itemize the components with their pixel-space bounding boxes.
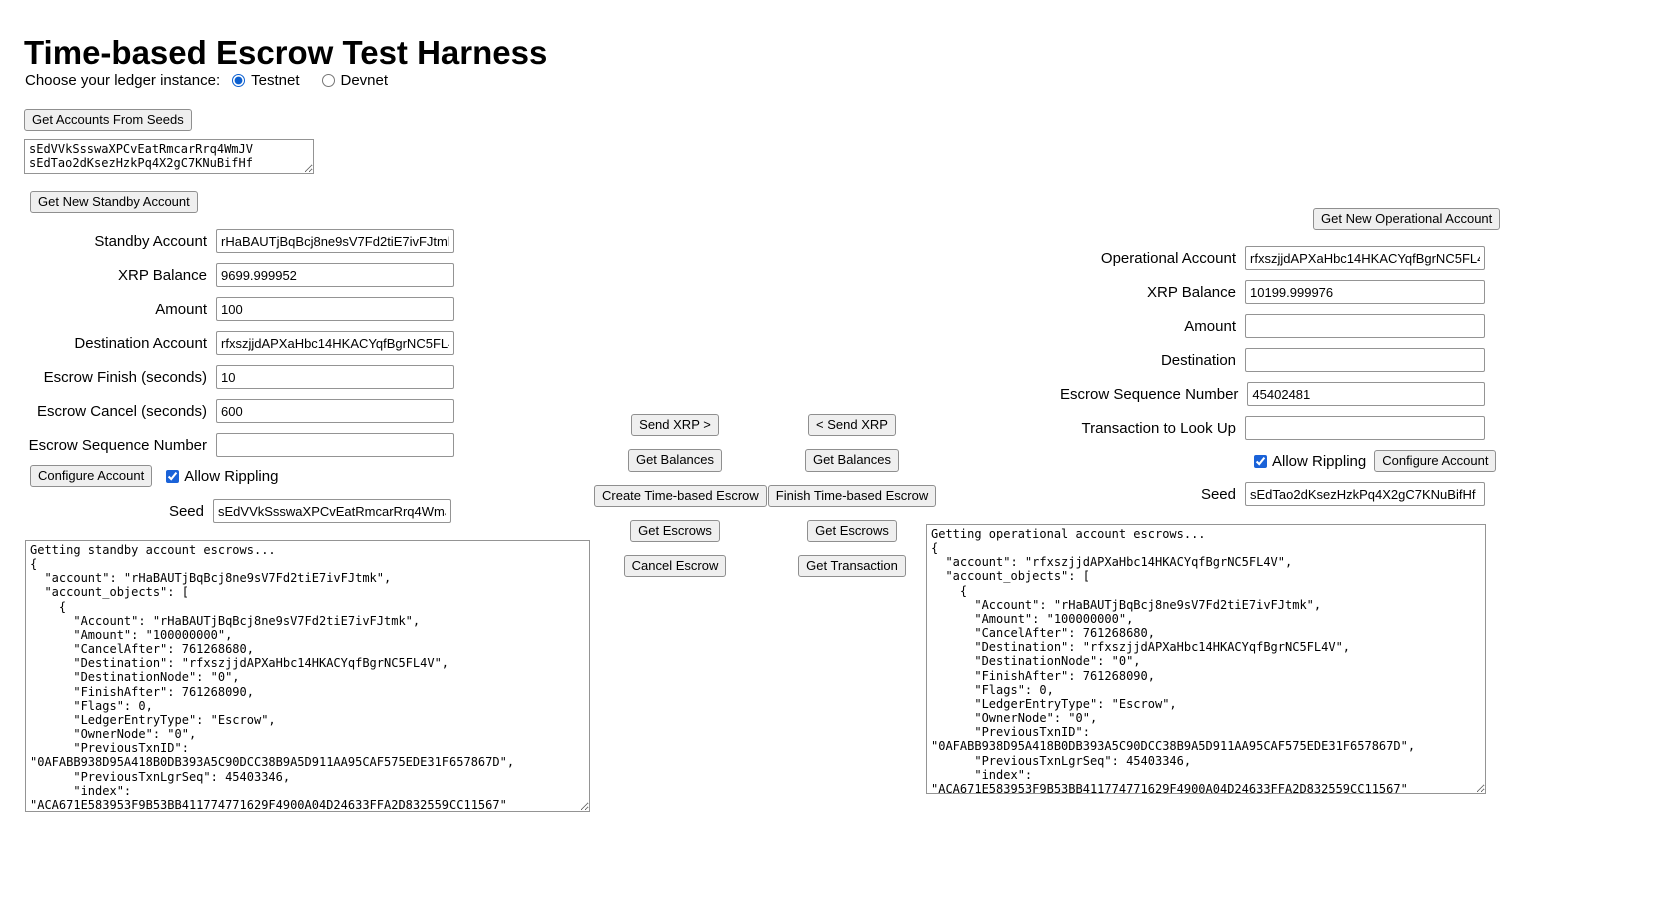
operational-escrow-sequence-number-row — [1060, 377, 1485, 411]
standby-get-balances-button[interactable]: Get Balances — [628, 449, 722, 471]
operational-transaction-lookup-row — [1060, 411, 1485, 445]
standby-account-input[interactable] — [216, 229, 454, 253]
standby-account-label: Standby Account — [94, 232, 207, 250]
operational-amount-label: Amount — [1184, 317, 1236, 335]
operational-destination-label: Destination — [1160, 351, 1236, 369]
radio-devnet-input[interactable] — [322, 74, 335, 87]
operational-seed-input[interactable] — [1245, 482, 1485, 506]
standby-config-row — [30, 465, 278, 487]
get-accounts-from-seeds-button[interactable]: Get Accounts From Seeds — [24, 109, 192, 131]
standby-escrow-finish-label: Escrow Finish (seconds) — [43, 368, 207, 386]
operational-transaction-lookup-label: Transaction to Look Up — [1081, 419, 1236, 437]
standby-escrow-sequence-number-input[interactable] — [216, 433, 454, 457]
operational-escrow-sequence-number-input[interactable] — [1247, 382, 1485, 406]
standby-escrow-cancel-input[interactable] — [216, 399, 454, 423]
operational-transaction-lookup-input[interactable] — [1245, 416, 1485, 440]
operational-escrow-sequence-number-label: Escrow Sequence Number — [1060, 385, 1239, 403]
radio-devnet-label: Devnet — [340, 72, 389, 89]
standby-form — [24, 224, 454, 462]
standby-escrow-finish-input[interactable] — [216, 365, 454, 389]
standby-amount-input[interactable] — [216, 297, 454, 321]
standby-get-escrows-button[interactable]: Get Escrows — [630, 520, 720, 542]
operational-get-escrows-button[interactable]: Get Escrows — [807, 520, 897, 542]
operational-seed-label: Seed — [1200, 485, 1236, 503]
operational-amount-row — [1060, 309, 1485, 343]
operational-destination-row — [1060, 343, 1485, 377]
send-xrp-right-button[interactable]: Send XRP > — [631, 414, 719, 436]
operational-seed-row — [1060, 482, 1485, 506]
standby-escrow-cancel-row — [24, 394, 454, 428]
operational-destination-input[interactable] — [1245, 348, 1485, 372]
operational-xrp-balance-label: XRP Balance — [1147, 283, 1236, 301]
operational-config-row — [1254, 450, 1496, 472]
standby-amount-row — [24, 292, 454, 326]
radio-testnet-label: Testnet — [251, 72, 300, 89]
send-xrp-left-button[interactable]: < Send XRP — [808, 414, 896, 436]
standby-escrow-cancel-label: Escrow Cancel (seconds) — [36, 402, 207, 420]
operational-allow-rippling-label: Allow Rippling — [1272, 452, 1367, 470]
standby-xrp-balance-label: XRP Balance — [118, 266, 207, 284]
standby-seed-input[interactable] — [213, 499, 451, 523]
standby-seed-label: Seed — [168, 502, 204, 520]
standby-destination-account-row — [24, 326, 454, 360]
operational-form — [1060, 241, 1485, 445]
operational-result-log[interactable] — [926, 524, 1486, 794]
standby-result-log[interactable] — [25, 540, 590, 812]
standby-xrp-balance-row — [24, 258, 454, 292]
operational-xrp-balance-row — [1060, 275, 1485, 309]
center-right-actions — [766, 414, 938, 590]
get-new-standby-account-button[interactable]: Get New Standby Account — [30, 191, 198, 213]
operational-allow-rippling-checkbox[interactable] — [1254, 455, 1267, 468]
center-left-actions — [594, 414, 759, 590]
operational-account-row — [1060, 241, 1485, 275]
operational-allow-rippling-toggle[interactable] — [1254, 453, 1366, 470]
radio-devnet[interactable] — [322, 72, 389, 89]
operational-account-input[interactable] — [1245, 246, 1485, 270]
standby-configure-account-button[interactable]: Configure Account — [30, 465, 152, 487]
create-time-based-escrow-button[interactable]: Create Time-based Escrow — [594, 485, 767, 507]
operational-configure-account-button[interactable]: Configure Account — [1374, 450, 1496, 472]
seeds-textarea[interactable] — [24, 139, 314, 174]
standby-escrow-finish-row — [24, 360, 454, 394]
operational-account-label: Operational Account — [1100, 249, 1236, 267]
ledger-instance-selector — [25, 72, 410, 89]
standby-escrow-sequence-number-label: Escrow Sequence Number — [28, 436, 207, 454]
radio-testnet-input[interactable] — [232, 74, 245, 87]
operational-xrp-balance-input[interactable] — [1245, 280, 1485, 304]
standby-allow-rippling-label: Allow Rippling — [184, 467, 279, 485]
get-transaction-button[interactable]: Get Transaction — [798, 555, 906, 577]
page-title: Time-based Escrow Test Harness — [24, 34, 548, 72]
standby-amount-label: Amount — [155, 300, 207, 318]
standby-account-row — [24, 224, 454, 258]
standby-allow-rippling-toggle[interactable] — [166, 468, 278, 485]
operational-get-balances-button[interactable]: Get Balances — [805, 449, 899, 471]
cancel-escrow-button[interactable]: Cancel Escrow — [624, 555, 727, 577]
standby-destination-account-label: Destination Account — [74, 334, 207, 352]
finish-time-based-escrow-button[interactable]: Finish Time-based Escrow — [768, 485, 936, 507]
standby-escrow-sequence-number-row — [24, 428, 454, 462]
standby-allow-rippling-checkbox[interactable] — [166, 470, 179, 483]
operational-amount-input[interactable] — [1245, 314, 1485, 338]
standby-destination-account-input[interactable] — [216, 331, 454, 355]
ledger-instance-label: Choose your ledger instance: — [25, 72, 221, 89]
standby-seed-row — [24, 499, 451, 523]
standby-xrp-balance-input[interactable] — [216, 263, 454, 287]
get-new-operational-account-button[interactable]: Get New Operational Account — [1313, 208, 1500, 230]
radio-testnet[interactable] — [232, 72, 299, 89]
